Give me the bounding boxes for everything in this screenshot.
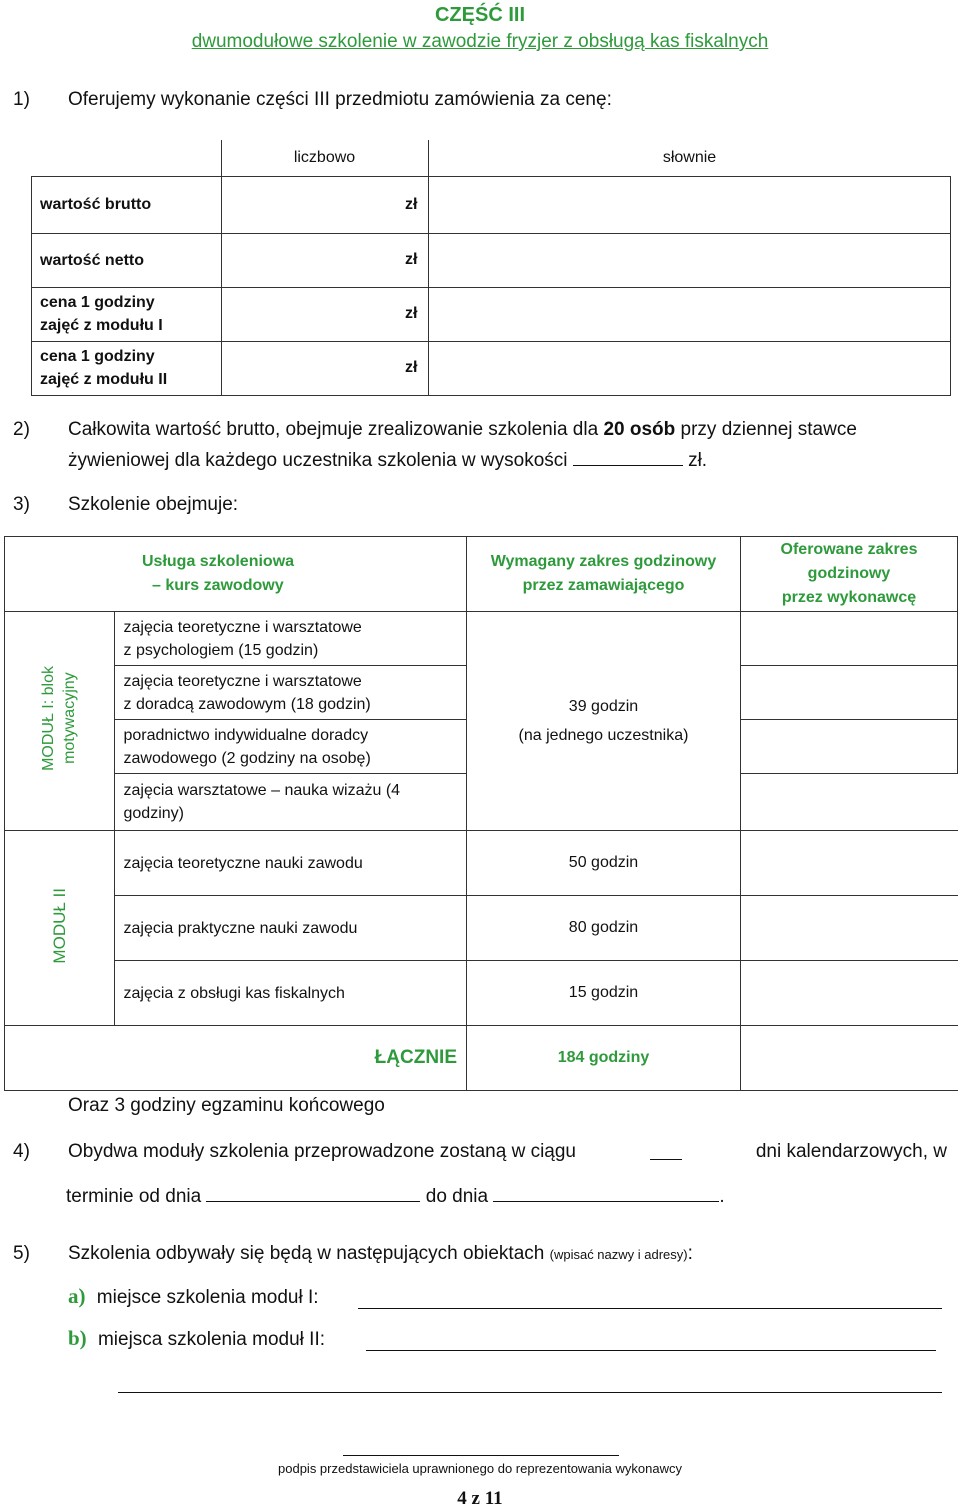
signature-line[interactable]	[343, 1455, 619, 1456]
module2-label: MODUŁ II	[49, 887, 69, 964]
section-4-line2	[66, 1183, 725, 1208]
offered-hours-field[interactable]	[741, 831, 958, 896]
hours-line: 39 godzin	[568, 698, 639, 715]
training-table	[4, 536, 958, 1091]
module1-item	[114, 774, 467, 831]
module2-label-cell	[5, 831, 115, 1026]
participants-count: 20 osób	[603, 419, 676, 440]
offered-hours-field[interactable]	[741, 896, 958, 961]
text-part: do dnia	[425, 1186, 489, 1207]
text-part: Obydwa moduły szkolenia przeprowadzone zostaną w ciągu	[68, 1141, 576, 1162]
item-line: z doradcą zawodowym (18 godzin)	[123, 695, 371, 713]
currency-label: zł	[405, 359, 418, 376]
currency-label: zł	[405, 305, 418, 322]
module1-required-hours	[467, 612, 741, 831]
module1-label-cell	[5, 612, 115, 831]
item-line: zawodowego (2 godziny na osobę)	[123, 749, 371, 767]
module2-required-hours: 80 godzin	[467, 896, 741, 961]
header-line: – kurs zawodowy	[152, 577, 284, 594]
item-line: godziny)	[123, 805, 184, 822]
label-line: cena 1 godziny	[40, 294, 155, 311]
currency-label: zł	[405, 251, 418, 268]
price-module1-field[interactable]	[221, 287, 428, 341]
row-price-module1-label	[32, 287, 222, 341]
label-line: motywacyjny	[61, 672, 79, 765]
row-gross-label: wartość brutto	[32, 176, 222, 233]
service-header	[114, 537, 467, 612]
section-4-number: 4)	[13, 1141, 30, 1162]
price-module2-words-field[interactable]	[428, 341, 951, 395]
hint-text: (wpisać nazwy i adresy)	[549, 1247, 688, 1262]
daily-rate-blank[interactable]	[573, 447, 683, 466]
part-subtitle: dwumodułowe szkolenie w zawodzie fryzjer z obsługą kas fiskalnych	[191, 31, 769, 52]
module2-required-hours: 15 godzin	[467, 961, 741, 1026]
text-part: :	[687, 1243, 693, 1264]
text-part: żywieniowej dla każdego uczestnika szkolenia w wysokości	[68, 450, 568, 471]
section-5-text	[68, 1243, 693, 1265]
label-line: cena 1 godziny	[40, 348, 155, 365]
location-module1	[68, 1284, 319, 1309]
offered-hours-field[interactable]	[741, 961, 958, 1026]
item-line: zajęcia warsztatowe – nauka wizażu (4	[123, 782, 401, 799]
label-line: zajęć z modułu II	[40, 371, 168, 388]
net-words-field[interactable]	[428, 233, 951, 287]
exam-note: Oraz 3 godziny egzaminu końcowego	[68, 1095, 385, 1116]
text-part: przy dziennej stawce	[675, 419, 857, 440]
total-value: 184 godziny	[467, 1026, 741, 1091]
module1-item	[114, 666, 467, 720]
section-2-line1	[68, 419, 857, 441]
section-1-text: Oferujemy wykonanie części III przedmiotu zamówienia za cenę:	[68, 89, 612, 110]
item-line: zajęcia teoretyczne i warsztatowe	[123, 672, 362, 690]
item-line: z psychologiem (15 godzin)	[123, 641, 319, 659]
header-line: godzinowy	[807, 565, 891, 582]
header-line: Usługa szkoleniowa	[142, 553, 295, 570]
price-module2-field[interactable]	[221, 341, 428, 395]
section-1-number: 1)	[13, 89, 30, 110]
header-line: przez wykonawcę	[781, 589, 917, 606]
location-extra-blank[interactable]	[118, 1374, 942, 1393]
row-price-module2-label	[32, 341, 222, 395]
list-marker: b)	[68, 1326, 87, 1350]
text-part: Całkowita wartość brutto, obejmuje zrealizowanie szkolenia dla	[68, 419, 604, 440]
gross-words-field[interactable]	[428, 176, 951, 233]
text-part: miejsce szkolenia moduł I:	[96, 1287, 319, 1308]
required-hours-header	[467, 537, 741, 612]
label-line: zajęć z modułu I	[40, 317, 163, 334]
section-3-text: Szkolenie obejmuje:	[68, 494, 239, 515]
offered-hours-field[interactable]	[741, 612, 958, 666]
location-module2-blank[interactable]	[366, 1332, 936, 1351]
row-net-label: wartość netto	[32, 233, 222, 287]
location-module1-blank[interactable]	[358, 1290, 942, 1309]
text-part: dni kalendarzowych, w	[755, 1141, 947, 1162]
price-module1-words-field[interactable]	[428, 287, 951, 341]
section-2-number: 2)	[13, 419, 30, 440]
section-2-line2	[68, 447, 707, 472]
days-count-blank[interactable]	[650, 1141, 682, 1160]
label-line: MODUŁ I: blok	[40, 666, 58, 771]
date-to-blank[interactable]	[493, 1183, 719, 1202]
col-numeric-header: liczbowo	[221, 140, 428, 176]
module1-label	[38, 666, 80, 771]
offered-hours-field[interactable]	[741, 720, 958, 774]
text-part: miejsca szkolenia moduł II:	[97, 1329, 326, 1350]
header-line: przez zamawiającego	[522, 577, 685, 594]
total-label: ŁĄCZNIE	[5, 1026, 467, 1091]
net-value-field[interactable]	[221, 233, 428, 287]
page-number: 4 z 11	[457, 1488, 503, 1509]
gross-value-field[interactable]	[221, 176, 428, 233]
currency-label: zł	[405, 195, 418, 213]
header-line: Wymagany zakres godzinowy	[490, 553, 717, 570]
header-line: Oferowane zakres	[780, 541, 918, 558]
hours-line: (na jednego uczestnika)	[518, 727, 689, 744]
module2-item: zajęcia teoretyczne nauki zawodu	[114, 831, 467, 896]
module2-item: zajęcia praktyczne nauki zawodu	[114, 896, 467, 961]
item-line: zajęcia teoretyczne i warsztatowe	[123, 618, 362, 636]
signature-caption: podpis przedstawiciela uprawnionego do reprezentowania wykonawcy	[278, 1461, 682, 1476]
section-5-number: 5)	[13, 1243, 30, 1264]
location-module2	[68, 1326, 325, 1351]
offered-total-field[interactable]	[741, 1026, 958, 1091]
part-title: CZĘŚĆ III	[434, 4, 525, 26]
item-line: poradnictwo indywidualne doradcy	[123, 726, 369, 744]
text-part: zł.	[688, 450, 708, 471]
offered-hours-header	[741, 537, 958, 612]
text-part: terminie od dnia	[66, 1186, 202, 1207]
price-table	[31, 140, 951, 396]
module1-item	[114, 720, 467, 774]
module2-required-hours: 50 godzin	[467, 831, 741, 896]
module1-item	[114, 612, 467, 666]
offered-hours-field[interactable]	[741, 774, 958, 831]
offered-hours-field[interactable]	[741, 666, 958, 720]
text-part: Szkolenia odbywały się będą w następujących obiektach	[68, 1243, 550, 1264]
date-from-blank[interactable]	[206, 1183, 420, 1202]
module2-item: zajęcia z obsługi kas fiskalnych	[114, 961, 467, 1026]
text-part: .	[719, 1186, 725, 1207]
col-words-header: słownie	[428, 140, 951, 176]
list-marker: a)	[68, 1284, 86, 1308]
section-3-number: 3)	[13, 494, 30, 515]
section-4-line1	[68, 1141, 947, 1163]
